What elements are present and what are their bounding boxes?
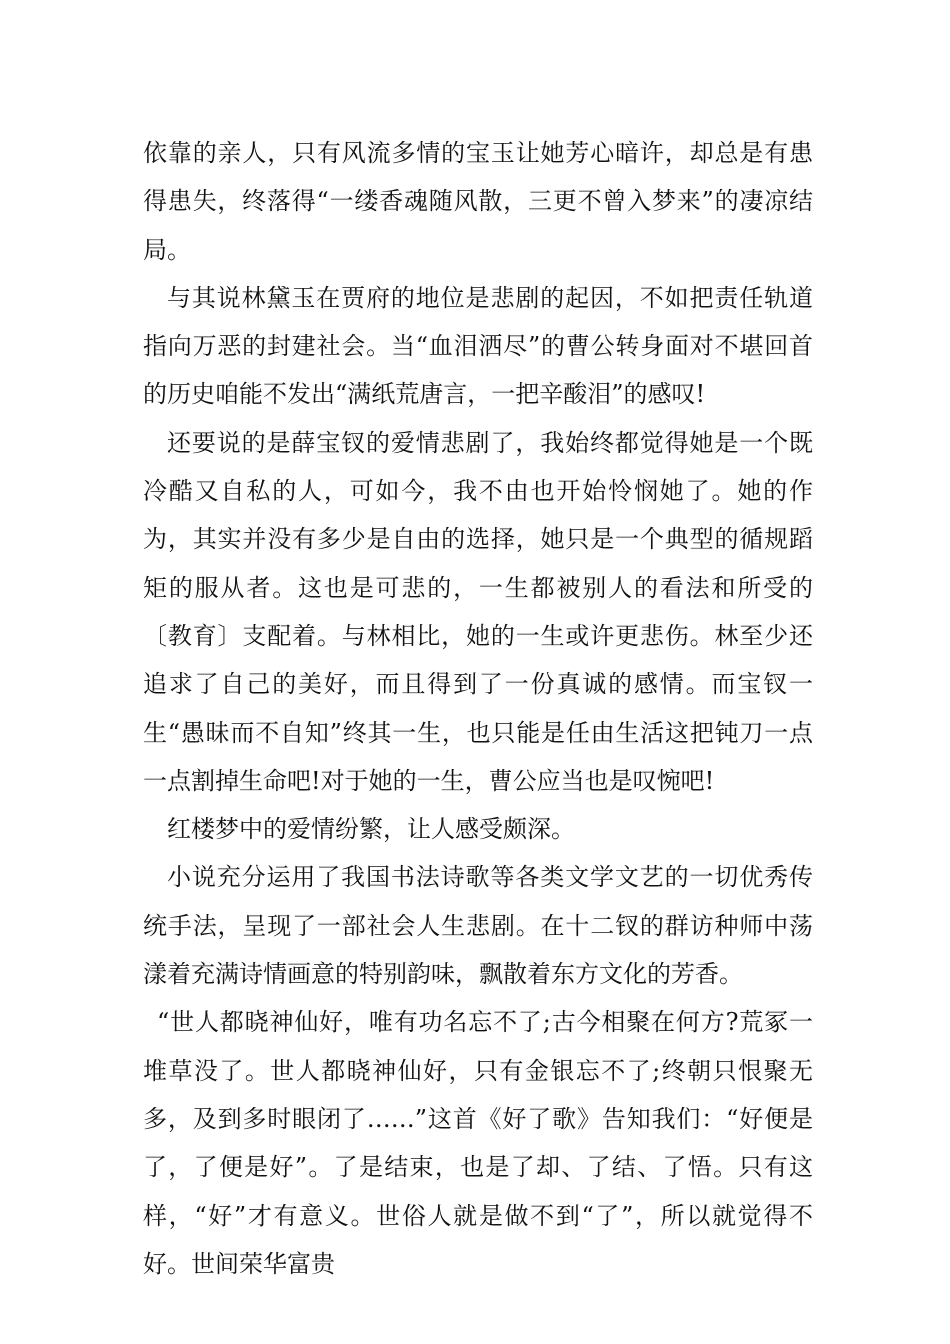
paragraph-baochai-tragedy: 还要说的是薛宝钗的爱情悲剧了，我始终都觉得她是一个既冷酷又自私的人，可如今，我不由也开始怜悯她了。她的作为，其实并没有多少是自由的选择，她只是一个典型的循规蹈矩的服从者。这也是可悲的，一生都被别人的看法和所受的〔教育〕支配着。与林相比，她的一生或许更悲伤。林至少还追求了自己的美好，而且得到了一份真诚的感情。而宝钗一生“愚昧而不自知”终其一生，也只能是任由生活这把钝刀一点一点割掉生命吧!对于她的一生，曹公应当也是叹惋吧!: [143, 428, 813, 795]
paragraph-love-summary: 红楼梦中的爱情纷繁，让人感受颇深。: [167, 815, 575, 844]
paragraph-continuation: 依靠的亲人，只有风流多情的宝玉让她芳心暗许，却总是有患得患失，终落得“一缕香魂随风散，三更不曾入梦来”的凄凉结局。: [143, 139, 813, 264]
document-body: [143, 129, 813, 1288]
paragraph-haoliao-song: “世人都晓神仙好，唯有功名忘不了;古今相聚在何方?荒冢一堆草没了。世人都晓神仙好，只有金银忘不了;终朝只恨聚无多，及到多时眼闭了……”这首《好了歌》告知我们：“好便是了，了便是好”。了是结束，也是了却、了结、了悟。只有这样，“好”才有意义。世俗人就是做不到“了”，所以就觉得不好。世间荣华富贵: [143, 1008, 813, 1278]
paragraph-daiyu-tragedy: 与其说林黛玉在贾府的地位是悲剧的起因，不如把责任轨道指向万恶的封建社会。当“血泪洒尽”的曹公转身面对不堪回首的历史咱能不发出“满纸荒唐言，一把辛酸泪”的感叹!: [143, 283, 813, 409]
paragraph-literary-techniques: 小说充分运用了我国书法诗歌等各类文学文艺的一切优秀传统手法，呈现了一部社会人生悲剧。在十二钗的群访种师中荡漾着充满诗情画意的特别韵味，飘散着东方文化的芳香。: [143, 863, 813, 989]
